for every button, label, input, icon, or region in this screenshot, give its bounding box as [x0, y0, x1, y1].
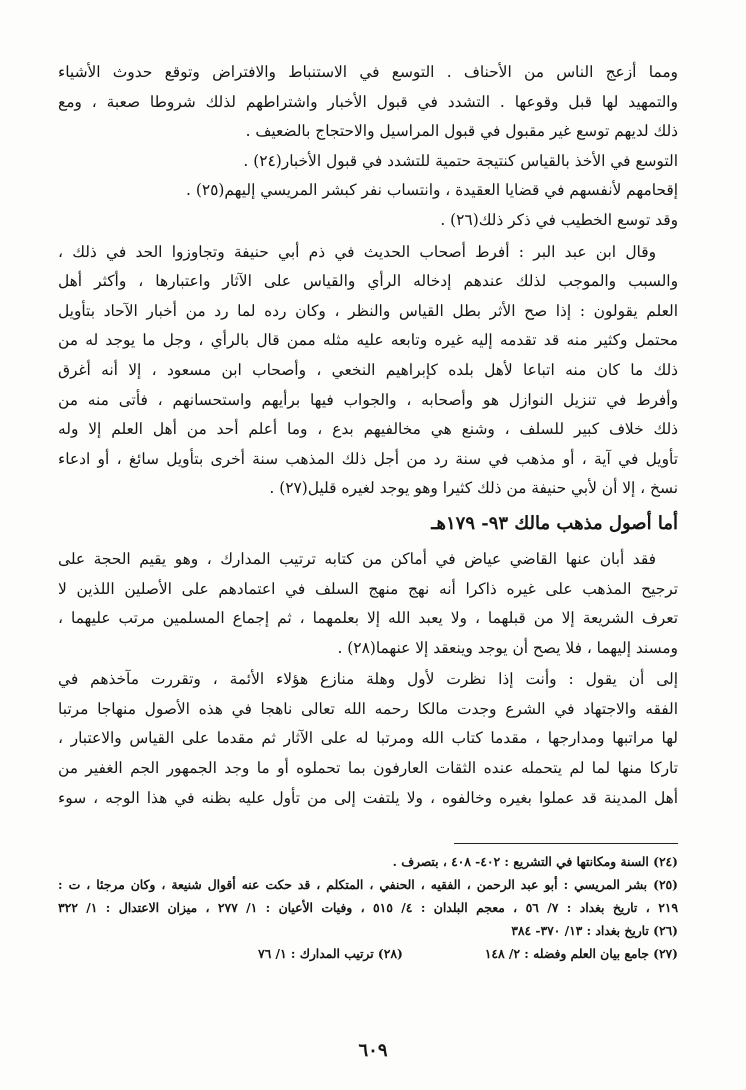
footnote-26: (٢٦) تاريخ بغداد : ١٣/ ٣٧٠- ٣٨٤ [511, 923, 678, 939]
text-line: ذلك ما كان منه اتباعا لأهل بلده كإبراهيم النخعي ، وأصحاب ابن مسعود ، إلا أنه أغرق [58, 360, 678, 379]
footnote-divider [454, 843, 678, 844]
paragraph-qadi-iyad [58, 545, 678, 663]
paragraph-aqida: إقحامهم لأنفسهم في قضايا العقيدة ، وانتساب نفر كبشر المريسي إليهم(٢٥) . [186, 181, 678, 200]
text-line: الفقه والاجتهاد في الشرع وجدت مالكا رحمه الله تعالى ناهجا في هذه الأصول منهاجا مرتبا [58, 699, 678, 718]
section-heading: أما أصول مذهب مالك ٩٣- ١٧٩هـ [431, 512, 678, 534]
footnote-27: (٢٧) جامع بيان العلم وفضله : ٢/ ١٤٨ [484, 946, 678, 962]
paragraph-malik-method [58, 665, 678, 813]
paragraph-hanafi-criticism [58, 58, 678, 147]
text-line: محتمل وكثير منه قد تقدمه إليه غيره وتابعه عليه مثله ممن قال بالرأي ، وجل ما يوجد له من [58, 331, 678, 350]
text-line: أهل المدينة قد عملوا بغيره وخالفوه ، ولا يلتفت إلى من تأول عليه بظنه في هذا الوجه ، سوء [58, 788, 678, 807]
text-line: ذلك لديهم توسع غير مقبول في قبول المراسيل والاحتجاج بالضعيف . [245, 122, 678, 141]
text-line: ومما أزعج الناس من الأحناف . التوسع في الاستنباط والافتراض وتوقع حدوث الأشياء [58, 63, 678, 81]
text-line: والسبب والموجب لذلك عندهم إدخاله الرأي والقياس على الآثار واعتبارها ، وأكثر أهل [58, 272, 678, 291]
footnote-24: (٢٤) السنة ومكانتها في التشريع : ٤٠٢- ٤٠٨ ، بتصرف . [392, 854, 678, 870]
text-line: وقال ابن عبد البر : أفرط أصحاب الحديث في ذم أبي حنيفة وتجاوزوا الحد في ذلك ، [58, 242, 656, 261]
text-line: لها مراتبها ومدارجها ، مقدما كتاب الله ومرتبا له على الآثار ثم مقدما على القياس والاعتبار ، [58, 729, 678, 748]
text-line: تأويل في آية ، أو مذهب في سنة رد من أجل ذلك المذهب سنة أخرى بتأويل سائغ ، أو ادعاء [58, 449, 678, 468]
text-line: فقد أبان عنها القاضي عياض في أماكن من كتابه ترتيب المدارك ، وهو يقيم الحجة على [58, 549, 656, 568]
text-line: العلم يقولون : إذا صح الأثر بطل القياس والنظر ، وكان رده لما رد من أخبار الآحاد بتأويل [58, 301, 678, 320]
paragraph-khatib: وقد توسع الخطيب في ذكر ذلك(٢٦) . [440, 210, 678, 229]
footnote-25-continued: ٢١٩ ، تاريخ بغداد : ٧/ ٥٦ ، معجم البلدان : ٤/ ٥١٥ ، وفيات الأعيان : ١/ ٢٧٧ ، ميزان الاعتدال : ١/ ٣٢٢ [58, 900, 678, 916]
page-number: ٦٠٩ [358, 1040, 388, 1061]
text-line: إلى أن يقول : وأنت إذا نظرت لأول وهلة منازع هؤلاء الأئمة ، وتقررت مآخذهم في [58, 670, 678, 689]
footnote-28: (٢٨) ترتيب المدارك : ١/ ٧٦ [258, 946, 403, 962]
text-line: وأفرط في تنزيل النوازل هو وأصحابه ، والجواب فيها برأيهم واستحسانهم ، فأتى منه من [58, 390, 678, 409]
text-line: ذلك خلاف كبير للسلف ، وشنع هي مخالفيهم بدع ، وما أعلم أحد من أهل العلم إلا وله [58, 420, 678, 439]
footnote-row-27-28 [58, 942, 678, 965]
paragraph-qiyas: التوسع في الأخذ بالقياس كنتيجة حتمية للتشدد في قبول الأخبار(٢٤) . [243, 151, 678, 170]
text-line: تعرف الشريعة إلا من قبلهما ، ولا يعبد الله إلا بعلمهما ، ثم إجماع المسلمين مرتب عليهما ، [58, 609, 678, 628]
text-line: ومسند إليهما ، فلا يصح أن يوجد وينعقد إلا عنهما(٢٨) . [337, 638, 678, 657]
text-line: نسخ ، إلا أن لأبي حنيفة من ذلك كثيرا وهو يوجد لغيره قليل(٢٧) . [269, 479, 678, 498]
footnotes [58, 850, 678, 965]
text-line: والتمهيد لها قبل وقوعها . التشدد في قبول الأخبار واشتراطهم لذلك شروطا صعبة ، ومع [58, 92, 678, 111]
text-line: ترجيح المذهب على غيره ذاكرا أنه نهج منهج السلف في اعتمادهم على الأصلين اللذين لا [58, 579, 678, 598]
text-line: تاركا منها لما لم يتحمله عنده الثقات العارفون بما تحملوه أو ما وجد الجمهور الجم الغفير من [58, 759, 678, 778]
paragraph-ibn-abd-al-barr [58, 238, 678, 504]
footnote-25: (٢٥) بشر المريسي : أبو عبد الرحمن ، الفقيه ، الحنفي ، المتكلم ، قد حكت عنه أقوال شنيعة ، وكان مرجئا ، ت : [58, 877, 678, 893]
